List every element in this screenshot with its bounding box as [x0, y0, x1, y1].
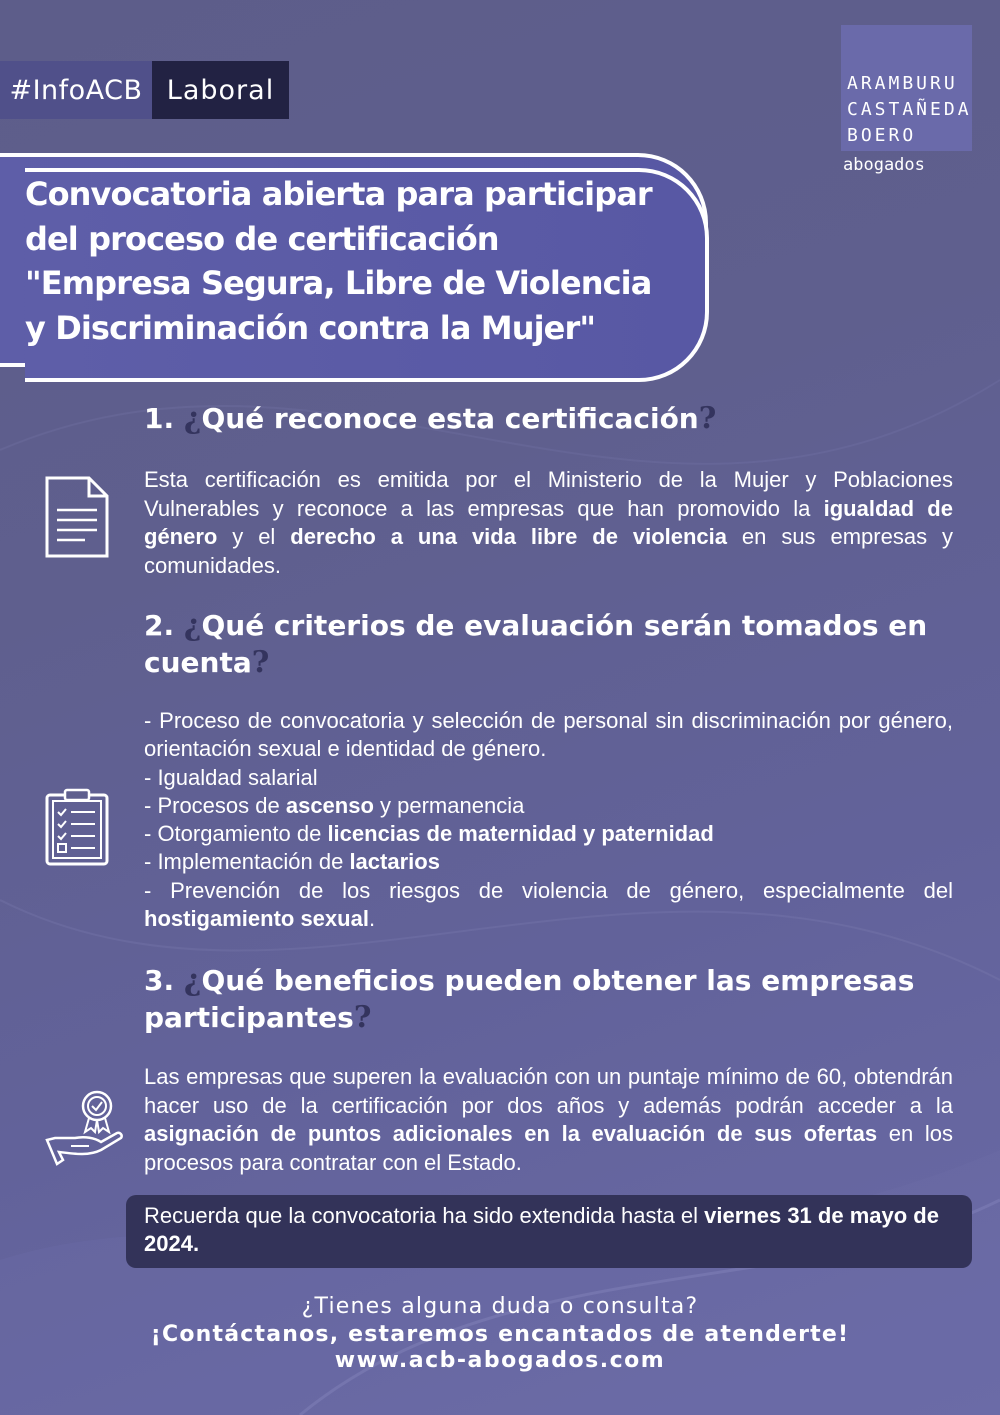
info-tag — [0, 61, 289, 119]
logo-subtitle: abogados — [843, 155, 925, 175]
title-line-1: Convocatoria abierta para participar — [25, 175, 652, 213]
reminder-box — [126, 1195, 972, 1268]
open-question-mark: ¿ — [183, 608, 202, 643]
list-item: - Otorgamiento de licencias de maternidad y paternidad — [144, 821, 714, 847]
logo-line-2: CASTAÑEDA — [847, 99, 972, 120]
section-3-text: Las empresas que superen la evaluación con un puntaje mínimo de 60, obtendrán hacer uso de la certificación por dos años y además podrán acceder a la asignación de puntos adicionales en la evaluación de sus ofertas en los procesos para contratar con el Estado. — [144, 1064, 953, 1175]
section-2-number: 2. — [144, 609, 175, 642]
title-line-4: y Discriminación contra la Mujer" — [25, 308, 596, 347]
close-question-mark: ? — [698, 401, 717, 436]
list-item: - Implementación de lactarios — [144, 849, 440, 875]
section-3-heading-line-2: participantes — [144, 1001, 354, 1034]
reminder-text: Recuerda que la convocatoria ha sido extendida hasta el — [144, 1203, 705, 1228]
footer-question: ¿Tienes alguna duda o consulta? — [301, 1294, 699, 1319]
title-line-2: del proceso de certificación — [25, 219, 499, 258]
page-title — [25, 168, 709, 382]
title-line-3: "Empresa Segura, Libre de Violencia — [25, 264, 652, 302]
open-question-mark: ¿ — [183, 963, 202, 998]
website-link[interactable]: www.acb-abogados.com — [334, 1348, 666, 1373]
award-hand-icon — [45, 1088, 125, 1168]
firm-logo — [841, 25, 972, 151]
logo-line-1: ARAMBURU — [847, 73, 958, 94]
close-question-mark: ? — [353, 1000, 372, 1035]
document-icon — [45, 476, 109, 558]
hashtag-label: #InfoACB — [0, 61, 152, 119]
list-item: - Prevención de los riesgos de violencia de género, especialmente del hostigamiento sexual. — [144, 877, 953, 932]
clipboard-checklist-icon — [45, 788, 109, 866]
reminder-date: viernes 31 de mayo de 2024. — [144, 1203, 939, 1256]
logo-line-3: BOERO — [847, 125, 917, 146]
section-1-number: 1. — [144, 402, 175, 435]
category-label: Laboral — [152, 61, 289, 119]
list-item: - Procesos de ascenso y permanencia — [144, 792, 525, 818]
section-3-heading-line-1: Qué beneficios pueden obtener las empresas — [201, 964, 915, 997]
section-3-number: 3. — [144, 964, 175, 997]
list-item: - Igualdad salarial — [144, 764, 318, 790]
section-2-heading — [144, 607, 944, 681]
section-3-heading — [144, 962, 944, 1036]
close-question-mark: ? — [251, 645, 270, 680]
section-1-heading-text: Qué reconoce esta certificación — [201, 402, 699, 435]
section-1-text: Esta certificación es emitida por el Ministerio de la Mujer y Poblaciones Vulnerables y reconoce a las empresas que han promovido la igualdad de género y el derecho a una vida libre de violencia en sus empresas y comunidades. — [144, 467, 953, 578]
footer-cta: ¡Contáctanos, estaremos encantados de atenderte! — [150, 1322, 850, 1347]
section-2-heading-line-2: cuenta — [144, 646, 252, 679]
list-item: - Proceso de convocatoria y selección de personal sin discriminación por género, orientación sexual e identidad de género. — [144, 708, 953, 762]
section-1-heading — [144, 400, 944, 437]
section-2-heading-line-1: Qué criterios de evaluación serán tomados en — [201, 609, 928, 642]
open-question-mark: ¿ — [183, 401, 202, 436]
criteria-list — [144, 707, 953, 933]
